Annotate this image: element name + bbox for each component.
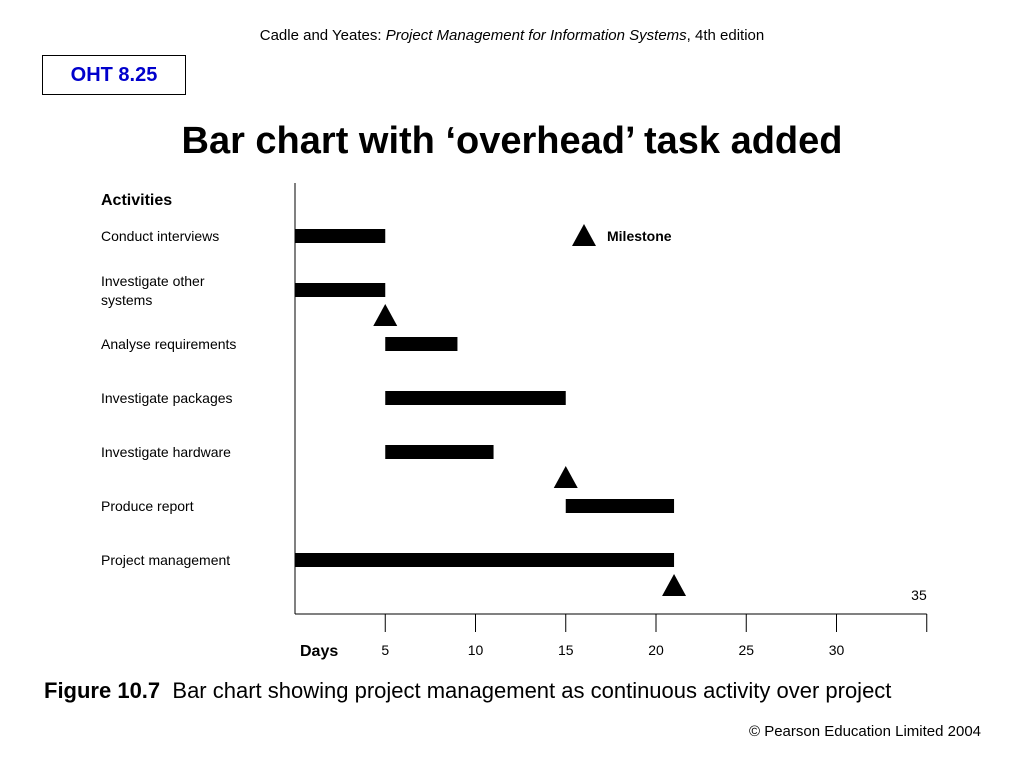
figure-number: Figure 10.7: [44, 678, 161, 703]
task-bar: [385, 445, 493, 459]
task-label: Investigate hardware: [101, 444, 231, 460]
task-label: Investigate other: [101, 273, 205, 289]
task-label: Produce report: [101, 498, 194, 514]
x-axis-label: Days: [300, 643, 339, 660]
task-bar: [295, 553, 674, 567]
task-label: Project management: [101, 552, 231, 568]
x-tick-label: 30: [828, 642, 845, 658]
header-authors: Cadle and Yeates:: [259, 27, 386, 44]
x-tick-label: 20: [648, 642, 664, 658]
legend-milestone-label: Milestone: [607, 228, 672, 244]
milestone-marker: [554, 466, 578, 488]
x-tick-label: 35: [911, 587, 927, 603]
x-tick-label: 25: [738, 642, 755, 658]
legend-milestone-icon: [572, 224, 596, 246]
header-edition: , 4th edition: [686, 27, 765, 44]
x-tick-label: 10: [467, 642, 484, 658]
task-bar: [295, 229, 385, 243]
header-book-title: Project Management for Information Systems: [385, 27, 687, 44]
task-label: systems: [101, 292, 153, 308]
figure-caption: [44, 676, 984, 706]
task-bar: [385, 391, 566, 405]
copyright-notice: © Pearson Education Limited 2004: [748, 723, 981, 740]
task-bar: [295, 283, 385, 297]
activities-heading: Activities: [101, 192, 173, 209]
task-bar: [385, 337, 457, 351]
x-tick-label: 5: [381, 642, 390, 658]
task-bar: [566, 499, 674, 513]
oht-label: OHT 8.25: [70, 63, 158, 86]
task-label: Conduct interviews: [101, 228, 220, 244]
milestone-marker: [662, 574, 686, 596]
figure-caption-text: Bar chart showing project management as continuous activity over project: [172, 678, 892, 703]
task-label: Investigate packages: [101, 390, 233, 406]
milestone-marker: [373, 304, 397, 326]
task-label: Analyse requirements: [101, 336, 237, 352]
slide-title: Bar chart with ‘overhead’ task added: [181, 120, 843, 162]
x-tick-label: 15: [557, 642, 574, 658]
